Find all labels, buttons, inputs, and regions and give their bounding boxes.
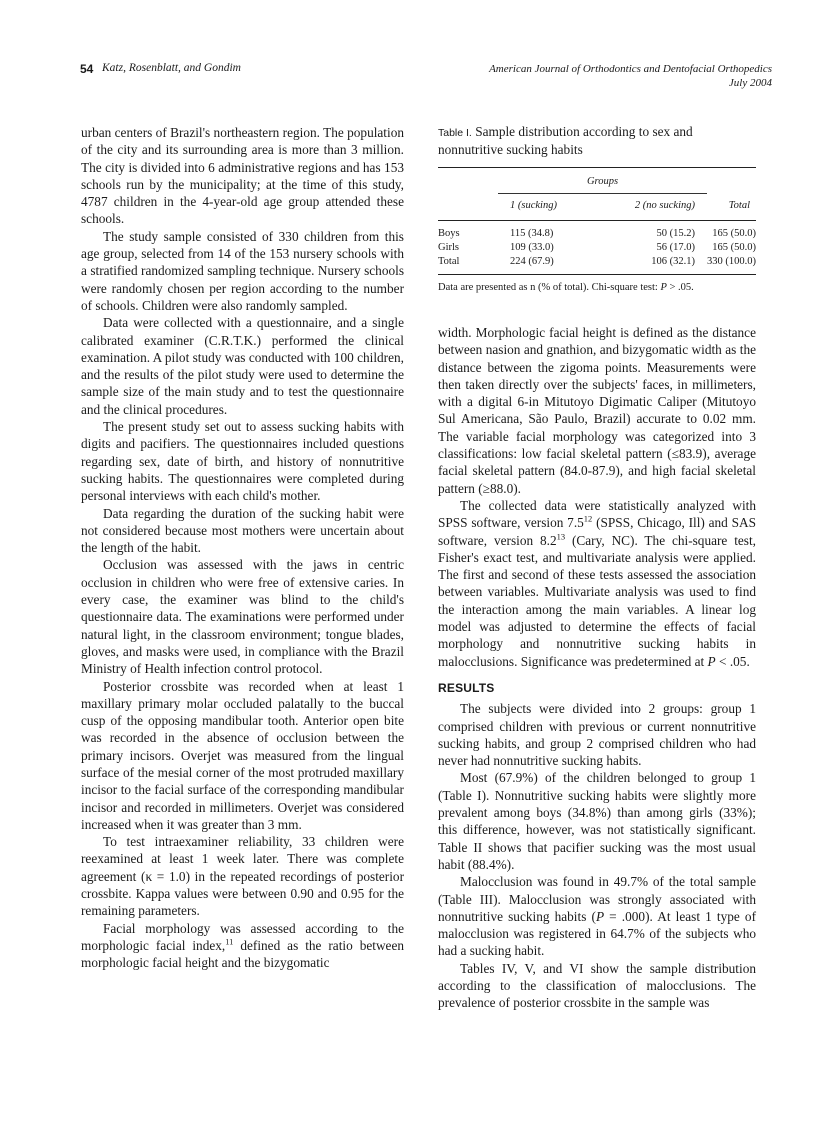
paragraph: The present study set out to assess sucking habits with digits and pacifiers. The questionnaires included questions regarding sex, date of birth, and history of nonnutritive sucking habits. The questionnaires were completed during personal interviews with each child's mother. [81, 419, 404, 504]
running-head [80, 62, 772, 96]
paragraph: Data were collected with a questionnaire, and a single calibrated examiner (C.R.T.K.) performed the clinical examination. A pilot study was conducted with 100 children, and the results of the pilot study were used to determine the sample size of the main study and to test the questionnaire and the clinical procedures. [81, 315, 404, 417]
paragraph: The collected data were statistically analyzed with SPSS software, version $7.5^{12}$ (SPSS, Chicago, Ill) and SAS software, version $8.2^{13}$ (Cary, NC). The chi-square test, Fisher's exact test, and multivariate analysis were applied. The first and second of these tests assessed the association between variables. Multivariate analysis was used to find the interaction among the main variables. A linear log model was adjusted to determine the effects of facial morphology and nonnutritive sucking habits in malocclusions. Significance was predetermined at P < .05. [438, 497, 756, 669]
reference-marker[interactable]: 11 [225, 936, 234, 947]
paragraph: Facial morphology was assessed according to the morphologic facial index,$^{11}$ defined as the ratio between morphologic facial height and the bizygomatic [81, 920, 404, 971]
table-label: Table I. [438, 127, 472, 139]
table-data [438, 167, 756, 275]
column-header: 2 (no sucking) [590, 194, 707, 221]
column-header: Total [707, 194, 756, 221]
paragraph: Tables IV, V, and VI show the sample distribution according to the classification of malocclusions. The prevalence of posterior crossbite in the sample was [438, 960, 756, 1011]
running-head-authors: Katz, Rosenblatt, and Gondim [102, 62, 241, 74]
table-caption [438, 124, 756, 157]
groups-header: Groups [498, 168, 707, 194]
table-footnote: Data are presented as n (% of total). Chi-square test: P > .05. [438, 282, 694, 293]
paragraph: Data regarding the duration of the sucking habit were not considered because most mothers were uncertain about the length of the habit. [81, 505, 404, 556]
reference-marker[interactable]: 12 [583, 513, 593, 524]
table-row: Total 224 (67.9) 106 (32.1) 330 (100.0) [438, 255, 756, 275]
table-row: Girls 109 (33.0) 56 (17.0) 165 (50.0) [438, 242, 756, 253]
paragraph: width. Morphologic facial height is defined as the distance between nasion and gnathion, and bizygomatic width as the distance between the zigoma points. Measurements were then taken directly over the subjects' faces, in millimeters, with a digital 6-in Mitutoyo Digimatic Caliper (Mitutoyo Sul Americana, São Paulo, Brazil) accurate to 0.02 mm. The variable facial morphology was categorized into 3 classifications: low facial skeletal pattern (≤83.9), average facial skeletal pattern (84.0-87.9), and high facial skeletal pattern (≥88.0). [438, 325, 756, 496]
running-head-journal [489, 62, 772, 90]
column-header: 1 (sucking) [498, 194, 590, 221]
paragraph: Occlusion was assessed with the jaws in centric occlusion in children who were free of extensive caries. In every case, the examiner was blind to the child's questionnaire data. The examinations were performed under natural light, in the classroom environment; tongue blades, gloves, and masks were used, in compliance with the Brazil Ministry of Health infection control protocol. [81, 557, 404, 677]
journal-title: American Journal of Orthodontics and Dentofacial Orthopedics [489, 63, 772, 75]
paragraph: Malocclusion was found in 49.7% of the total sample (Table III). Malocclusion was strongly associated with nonnutritive sucking habits (P = .000). At least 1 type of malocclusion was registered in 64.7% of the subjects who had a sucking habit. [438, 874, 757, 959]
paragraph: urban centers of Brazil's northeastern region. The population of the city and its surrounding area is more than 3 million. The city is divided into 6 administrative regions and has 153 schools run by the municipality; at the time of this study, 4787 children in the 4-year-old age group attended these schools. [81, 125, 404, 227]
paragraph: Most (67.9%) of the children belonged to group 1 (Table I). Nonnutritive sucking habits were slightly more prevalent among boys (34.8%) than among girls (33%); this difference, however, was not statistically significant. Table II shows that pacifier sucking was the most usual habit (88.4%). [438, 770, 756, 872]
issue-date: July 2004 [728, 77, 772, 89]
paragraph: To test intraexaminer reliability, 33 children were reexamined at least 1 week later. There was complete agreement (κ = 1.0) in the repeated recordings of posterior crossbite. Kappa values were between 0.90 and 0.95 for the remaining parameters. [81, 834, 404, 919]
reference-marker[interactable]: 13 [556, 531, 566, 542]
table-1 [438, 124, 756, 294]
table-title: Sample distribution according to sex and nonnutritive sucking habits [438, 124, 693, 157]
table-row: Boys 115 (34.8) 50 (15.2) 165 (50.0) [438, 228, 756, 239]
left-column [81, 124, 404, 972]
right-column [438, 124, 756, 1012]
paragraph: The study sample consisted of 330 children from this age group, selected from 14 of the 153 nursery schools with a stratified randomized sampling technique. Nursery schools were randomly chosen per region according to the number of schools. Children were also randomly sampled. [81, 228, 404, 313]
paragraph: Posterior crossbite was recorded when at least 1 maxillary primary molar occluded palatally to the buccal cusp of the opposing mandibular tooth. Anterior open bite was recorded in the absence of occlusion between the primary incisors. Overjet was measured from the lingual surface of the mesial corner of the most protruded maxillary incisor to the facial surface of the corresponding mandibular incisor and recorded in millimeters. Overjet was considered increased when it was greater than 3 mm. [81, 678, 404, 832]
section-heading-results: RESULTS [438, 680, 495, 695]
paragraph: The subjects were divided into 2 groups: group 1 comprised children with previous or current nonnutritive sucking habits, and group 2 comprised children who had never had nonnutritive sucking habits. [438, 701, 756, 769]
page-number: 54 [80, 62, 94, 76]
